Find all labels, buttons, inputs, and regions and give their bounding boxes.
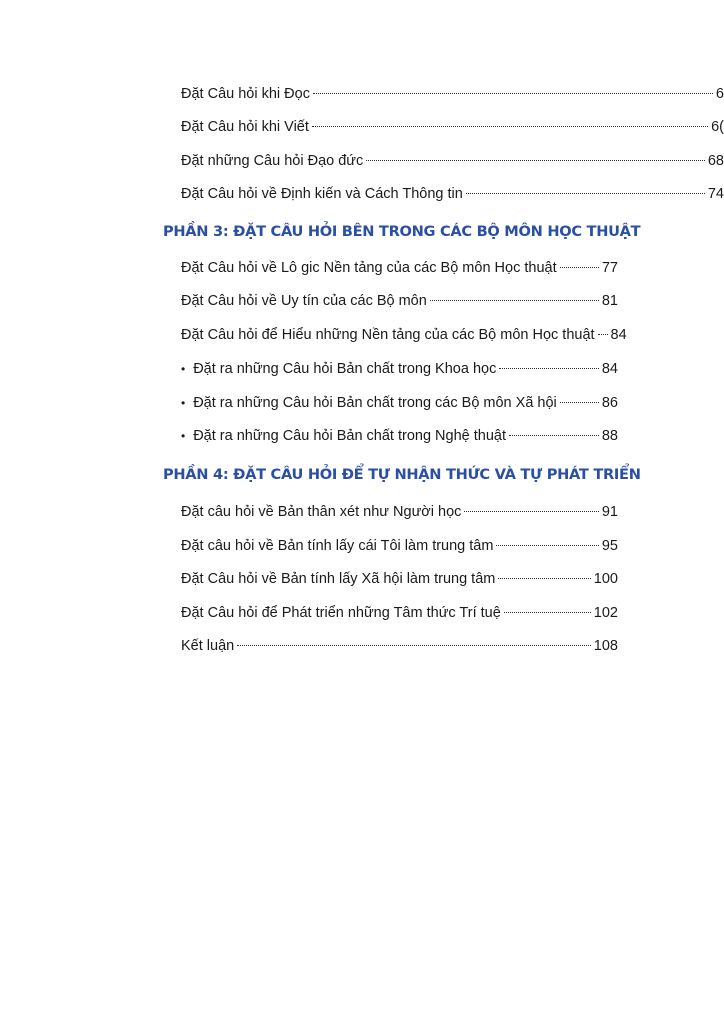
toc-entry-page: 6	[715, 86, 724, 102]
part4-heading: PHẦN 4: ĐẶT CÂU HỎI ĐỂ TỰ NHẬN THỨC VÀ TỰ PHÁT TRIỂN	[163, 466, 641, 483]
toc-leader-dots	[499, 368, 599, 369]
toc-entry-page: 86	[601, 395, 618, 411]
toc-entry-title: Đặt Câu hỏi để Hiểu những Nền tảng của các Bộ môn Học thuật	[181, 327, 595, 343]
toc-entry-page: 108	[593, 638, 618, 654]
toc-leader-dots	[466, 193, 705, 194]
toc-entry-title: Đặt những Câu hỏi Đạo đức	[181, 153, 364, 169]
toc-entry-title: Đặt Câu hỏi khi Viết	[181, 119, 309, 135]
toc-entry-page: 91	[601, 504, 618, 520]
toc-entry-title: Đặt câu hỏi về Bản tính lấy cái Tôi làm trung tâm	[181, 538, 494, 554]
toc-entry	[181, 601, 618, 625]
toc-leader-dots	[312, 126, 708, 127]
toc-entry-page: 81	[601, 293, 618, 309]
toc-leader-dots	[498, 578, 590, 579]
toc-entry-title: Đặt ra những Câu hỏi Bản chất trong các Bộ môn Xã hội	[193, 395, 557, 411]
toc-subentry	[181, 357, 618, 381]
toc-leader-dots	[560, 267, 599, 268]
toc-leader-dots	[464, 511, 598, 512]
toc-entry-page: 100	[593, 571, 618, 587]
toc-entry-page: 68	[707, 153, 724, 169]
toc-leader-dots	[560, 402, 599, 403]
bullet-icon: •	[181, 362, 186, 376]
toc-entry-title: Đặt ra những Câu hỏi Bản chất trong Nghệ thuật	[193, 428, 507, 444]
toc-entry	[181, 182, 724, 206]
toc-subentry	[181, 391, 618, 415]
toc-entry-title: Đặt Câu hỏi khi Đọc	[181, 86, 310, 102]
toc-entry-page: 95	[601, 538, 618, 554]
toc-entry	[181, 500, 618, 524]
toc-leader-dots	[504, 612, 591, 613]
bullet-icon: •	[181, 429, 186, 443]
toc-leader-dots	[313, 93, 713, 94]
toc-entry-page: 74	[707, 186, 724, 202]
toc-entry	[181, 256, 618, 280]
toc-entry	[181, 534, 618, 558]
toc-leader-dots	[598, 334, 608, 335]
toc-entry	[181, 115, 724, 139]
toc-entry-title: Đặt ra những Câu hỏi Bản chất trong Khoa học	[193, 361, 497, 377]
toc-entry-page: 77	[601, 260, 618, 276]
toc-leader-dots	[366, 160, 705, 161]
toc-entry	[181, 149, 724, 173]
toc-entry-title: Đặt câu hỏi về Bản thân xét như Người học	[181, 504, 462, 520]
toc-entry-title: Đặt Câu hỏi về Định kiến và Cách Thông tin	[181, 186, 463, 202]
toc-entry	[181, 323, 627, 347]
toc-entry-title: Đặt Câu hỏi về Bản tính lấy Xã hội làm trung tâm	[181, 571, 496, 587]
toc-leader-dots	[430, 300, 599, 301]
toc-entry	[181, 289, 618, 313]
toc-entry	[181, 634, 618, 658]
toc-entry-page: 84	[610, 327, 627, 343]
toc-entry-title: Đặt Câu hỏi để Phát triển những Tâm thức Trí tuệ	[181, 605, 501, 621]
toc-entry-title: Đặt Câu hỏi về Uy tín của các Bộ môn	[181, 293, 427, 309]
toc-leader-dots	[496, 545, 598, 546]
toc-leader-dots	[509, 435, 599, 436]
toc-entry-page: 6(	[711, 119, 724, 135]
toc-entry	[181, 567, 618, 591]
toc-entry-title: Đặt Câu hỏi về Lô gic Nền tảng của các Bộ môn Học thuật	[181, 260, 557, 276]
toc-leader-dots	[237, 645, 591, 646]
toc-entry-page: 84	[601, 361, 618, 377]
toc-subentry	[181, 424, 618, 448]
toc-entry	[181, 82, 724, 106]
part3-heading: PHẦN 3: ĐẶT CÂU HỎI BÊN TRONG CÁC BỘ MÔN HỌC THUẬT	[163, 223, 641, 240]
toc-entry-page: 102	[593, 605, 618, 621]
bullet-icon: •	[181, 396, 186, 410]
toc-entry-title: Kết luận	[181, 638, 235, 654]
toc-entry-page: 88	[601, 428, 618, 444]
